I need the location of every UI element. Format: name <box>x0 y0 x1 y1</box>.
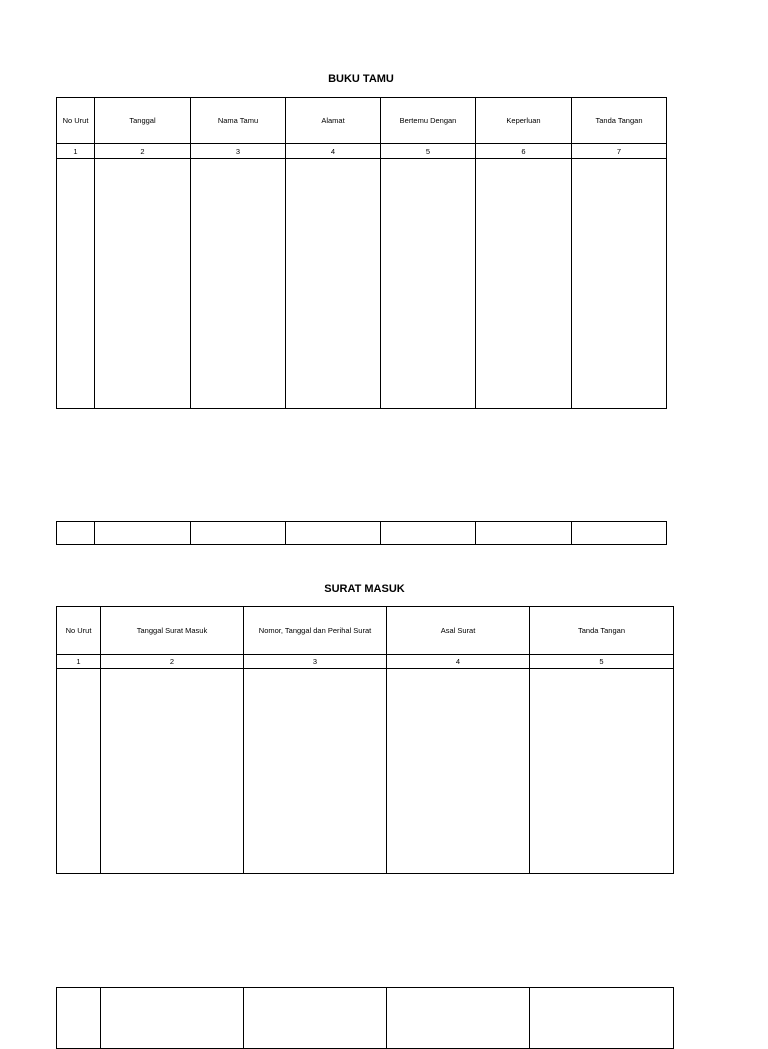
entry-cell <box>57 669 101 874</box>
header-alamat: Alamat <box>286 98 381 144</box>
entry-cell <box>476 159 572 409</box>
entry-cell <box>572 522 667 545</box>
entry-cell <box>381 159 476 409</box>
column-number: 1 <box>57 144 95 159</box>
column-number: 3 <box>244 655 387 669</box>
surat-masuk-title: SURAT MASUK <box>324 583 405 595</box>
header-asal-surat: Asal Surat <box>387 607 530 655</box>
entry-cell <box>57 522 95 545</box>
header-nomor-tanggal-perihal: Nomor, Tanggal dan Perihal Surat <box>244 607 387 655</box>
column-number: 4 <box>286 144 381 159</box>
header-no-urut: No Urut <box>57 98 95 144</box>
entry-cell <box>572 159 667 409</box>
header-no-urut: No Urut <box>57 607 101 655</box>
entry-cell <box>381 522 476 545</box>
column-number: 5 <box>530 655 674 669</box>
buku-tamu-continuation-row <box>57 522 667 545</box>
header-tanggal-surat-masuk: Tanggal Surat Masuk <box>101 607 244 655</box>
header-bertemu-dengan: Bertemu Dengan <box>381 98 476 144</box>
column-number: 4 <box>387 655 530 669</box>
entry-cell <box>191 159 286 409</box>
entry-cell <box>530 988 674 1049</box>
entry-cell <box>244 669 387 874</box>
entry-cell <box>244 988 387 1049</box>
buku-tamu-header-row <box>57 98 667 144</box>
column-number: 6 <box>476 144 572 159</box>
entry-cell <box>57 988 101 1049</box>
buku-tamu-table <box>56 97 667 409</box>
surat-masuk-table <box>56 606 674 874</box>
header-keperluan: Keperluan <box>476 98 572 144</box>
buku-tamu-title: BUKU TAMU <box>328 73 394 85</box>
entry-cell <box>476 522 572 545</box>
entry-cell <box>286 159 381 409</box>
header-tanda-tangan: Tanda Tangan <box>572 98 667 144</box>
entry-cell <box>95 159 191 409</box>
entry-cell <box>530 669 674 874</box>
column-number: 1 <box>57 655 101 669</box>
entry-cell <box>387 988 530 1049</box>
surat-masuk-continuation-table <box>56 987 674 1049</box>
entry-cell <box>387 669 530 874</box>
entry-cell <box>101 669 244 874</box>
entry-cell <box>191 522 286 545</box>
column-number: 2 <box>101 655 244 669</box>
header-tanggal: Tanggal <box>95 98 191 144</box>
column-number: 7 <box>572 144 667 159</box>
header-nama-tamu: Nama Tamu <box>191 98 286 144</box>
surat-masuk-number-row <box>57 655 674 669</box>
header-tanda-tangan: Tanda Tangan <box>530 607 674 655</box>
surat-masuk-entry-area <box>57 669 674 874</box>
entry-cell <box>286 522 381 545</box>
column-number: 2 <box>95 144 191 159</box>
buku-tamu-entry-area <box>57 159 667 409</box>
buku-tamu-number-row <box>57 144 667 159</box>
surat-masuk-continuation-row <box>57 988 674 1049</box>
entry-cell <box>101 988 244 1049</box>
column-number: 3 <box>191 144 286 159</box>
entry-cell <box>57 159 95 409</box>
entry-cell <box>95 522 191 545</box>
column-number: 5 <box>381 144 476 159</box>
surat-masuk-header-row <box>57 607 674 655</box>
buku-tamu-continuation-table <box>56 521 667 545</box>
